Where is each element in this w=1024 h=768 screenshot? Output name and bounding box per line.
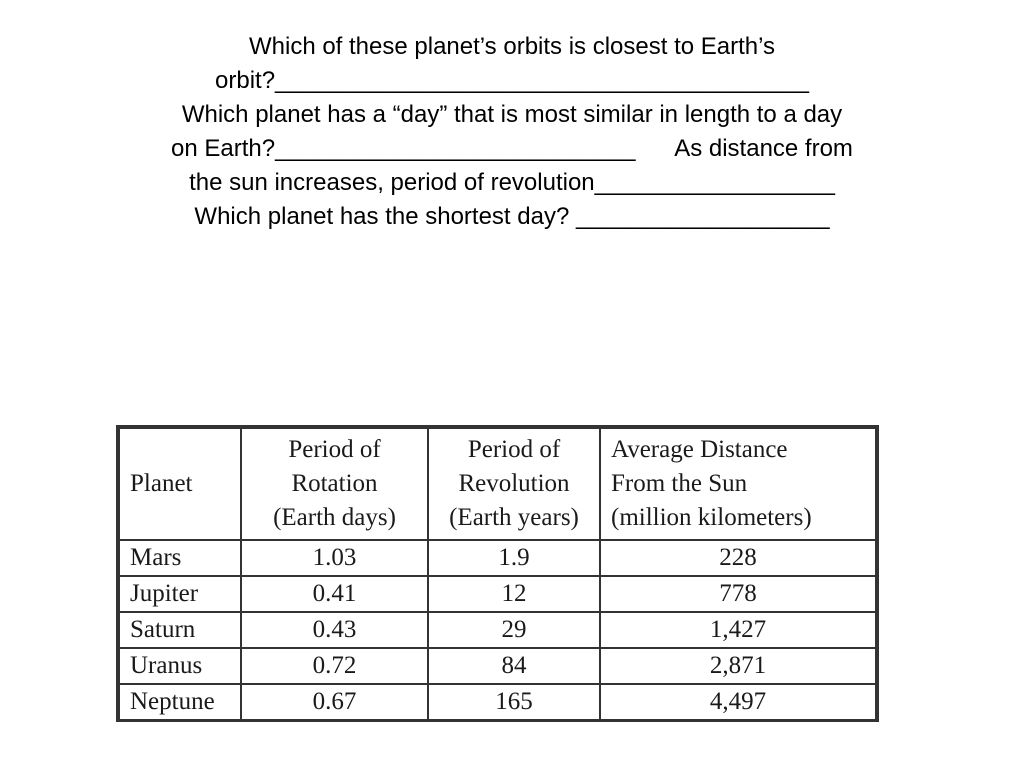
planet-name-cell: Mars [119, 540, 241, 576]
header-line: From the Sun [611, 470, 748, 497]
header-line: (Earth days) [273, 504, 396, 531]
question-line: Which planet has the shortest day? ___________________ [194, 203, 830, 230]
revolution-cell: 1.9 [428, 540, 600, 576]
revolution-cell: 84 [428, 648, 600, 684]
table-row [119, 576, 876, 612]
header-line: Revolution [458, 470, 570, 497]
question-line: Which planet has a “day” that is most similar in length to a day [181, 101, 843, 128]
table-row [119, 540, 876, 576]
header-distance [600, 428, 876, 540]
planet-name-cell: Uranus [119, 648, 241, 684]
header-planet [119, 428, 241, 540]
table-row [119, 648, 876, 684]
revolution-cell: 165 [428, 684, 600, 720]
planet-data-table [118, 427, 877, 721]
header-line: Planet [130, 470, 193, 497]
rotation-cell: 0.72 [241, 648, 428, 684]
distance-cell: 778 [600, 576, 876, 612]
header-line: Average Distance [611, 436, 788, 463]
distance-cell: 4,497 [600, 684, 876, 720]
header-line: (million kilometers) [611, 504, 812, 531]
rotation-cell: 1.03 [241, 540, 428, 576]
question-line: Which of these planet’s orbits is closest to Earth’s [248, 33, 776, 60]
planet-name-cell: Jupiter [119, 576, 241, 612]
distance-cell: 2,871 [600, 648, 876, 684]
header-line: Period of [467, 436, 561, 463]
table-row [119, 612, 876, 648]
revolution-cell: 12 [428, 576, 600, 612]
table-header-row [119, 428, 876, 540]
header-rotation [241, 428, 428, 540]
header-line: (Earth years) [449, 504, 579, 531]
header-revolution [428, 428, 600, 540]
distance-cell: 1,427 [600, 612, 876, 648]
planet-table-container [116, 425, 879, 722]
question-line: the sun increases, period of revolution__________________ [189, 169, 835, 196]
distance-cell: 228 [600, 540, 876, 576]
planet-name-cell: Neptune [119, 684, 241, 720]
table-row [119, 684, 876, 720]
questions-block [0, 30, 1024, 234]
rotation-cell: 0.41 [241, 576, 428, 612]
planet-name-cell: Saturn [119, 612, 241, 648]
question-line: orbit?________________________________________ [215, 67, 809, 94]
revolution-cell: 29 [428, 612, 600, 648]
rotation-cell: 0.43 [241, 612, 428, 648]
header-line: Period of [288, 436, 381, 463]
question-line: on Earth?___________________________ As distance from [171, 135, 853, 162]
rotation-cell: 0.67 [241, 684, 428, 720]
header-line: Rotation [291, 470, 378, 497]
